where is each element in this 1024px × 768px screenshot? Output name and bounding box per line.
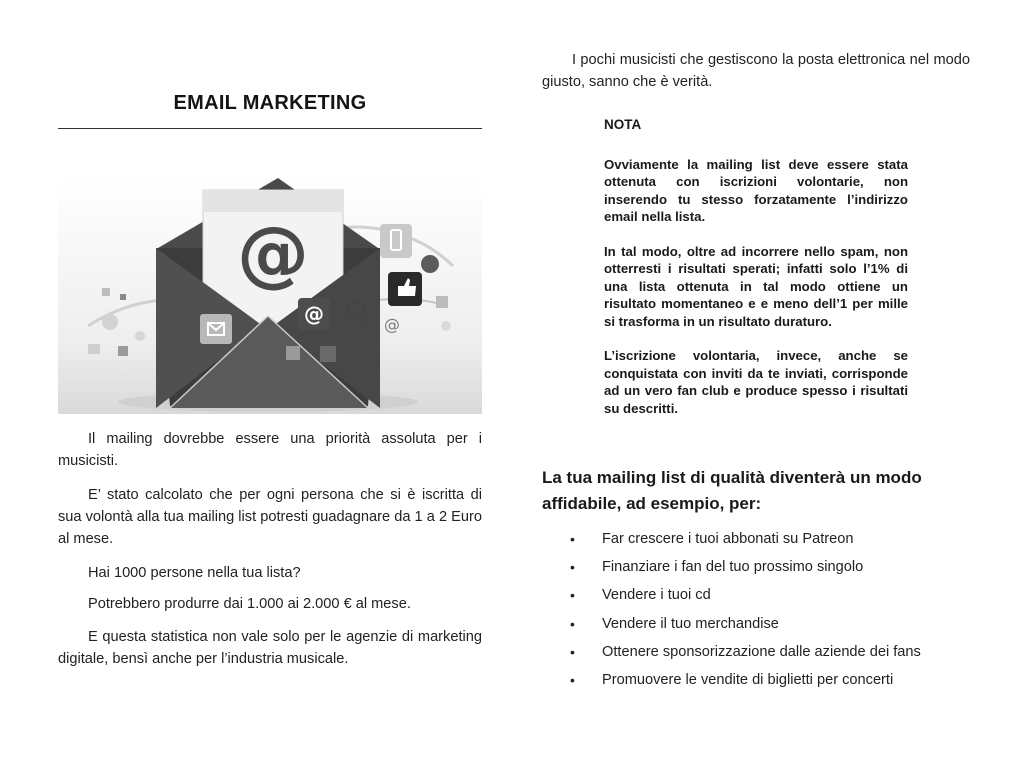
- email-envelope-illustration: [58, 176, 482, 414]
- list-item: [570, 669, 970, 697]
- note-paragraph: In tal modo, oltre ad incorrere nello spam, non otterresti i risultati sperati; infatti solo l’1% di una lista ottenuta in tal modo ottiene un risultato momentaneo e e meno dell’1 per mille si trasforma in un risultato duraturo.: [604, 243, 908, 329]
- small-at-symbol-2: @: [384, 315, 400, 334]
- right-page: [542, 0, 972, 768]
- section-subheading: La tua mailing list di qualità diventerà un modo affidabile, ad esempio, per:: [542, 468, 922, 513]
- list-item-text: Finanziare i fan del tuo prossimo singolo: [602, 559, 864, 576]
- note-heading: NOTA: [604, 117, 642, 132]
- list-item-text: Ottenere sponsorizzazione dalle aziende dei fans: [602, 643, 921, 660]
- list-item: [570, 641, 970, 669]
- list-item: [570, 556, 970, 584]
- list-item: [570, 613, 970, 641]
- bullet-icon: •: [570, 615, 575, 632]
- bullet-icon: •: [570, 587, 575, 604]
- bullet-icon: •: [570, 559, 575, 576]
- bullet-icon: •: [570, 671, 575, 688]
- intro-paragraph: I pochi musicisti che gestiscono la posta elettronica nel modo giusto, sanno che è verità.: [542, 52, 970, 90]
- list-item: [570, 528, 970, 556]
- paragraph: Il mailing dovrebbe essere una priorità assoluta per i musicisti.: [58, 431, 482, 469]
- list-item-text: Promuovere le vendite di biglietti per concerti: [602, 671, 894, 688]
- email-envelope-icon: [58, 176, 482, 414]
- list-item-text: Far crescere i tuoi abbonati su Patreon: [602, 531, 854, 547]
- paragraph: Potrebbero produrre dai 1.000 ai 2.000 € al mese.: [88, 596, 411, 612]
- list-item-text: Vendere il tuo merchandise: [602, 615, 779, 632]
- list-item-text: Vendere i tuoi cd: [602, 587, 711, 604]
- small-at-symbol: @: [304, 302, 324, 326]
- note-box: [604, 116, 908, 434]
- note-paragraph: Ovviamente la mailing list deve essere stata ottenuta con iscrizioni volontarie, non inserendo tu stesso forzatamente l’indirizzo email nella lista.: [604, 156, 908, 224]
- bullet-icon: •: [570, 643, 575, 660]
- benefits-list: [570, 528, 970, 697]
- paragraph: E questa statistica non vale solo per le agenzie di marketing digitale, bensì anche per l’industria musicale.: [58, 629, 482, 667]
- left-page: [58, 0, 482, 768]
- page-title: EMAIL MARKETING: [173, 92, 367, 114]
- at-symbol: @: [237, 211, 309, 295]
- list-item: [570, 584, 970, 612]
- paragraph: E’ stato calcolato che per ogni persona che si è iscritta di sua volontà alla tua mailing list potresti guadagnare da 1 a 2 Euro al mese.: [58, 487, 482, 547]
- paragraph: Hai 1000 persone nella tua lista?: [88, 565, 301, 581]
- title-divider: [58, 128, 482, 129]
- bullet-icon: •: [570, 531, 575, 547]
- note-paragraph: L’iscrizione volontaria, invece, anche se conquistata con inviti da te inviati, corrisponde ad un vero fan club e produce spesso i risultati su descritti.: [604, 348, 908, 416]
